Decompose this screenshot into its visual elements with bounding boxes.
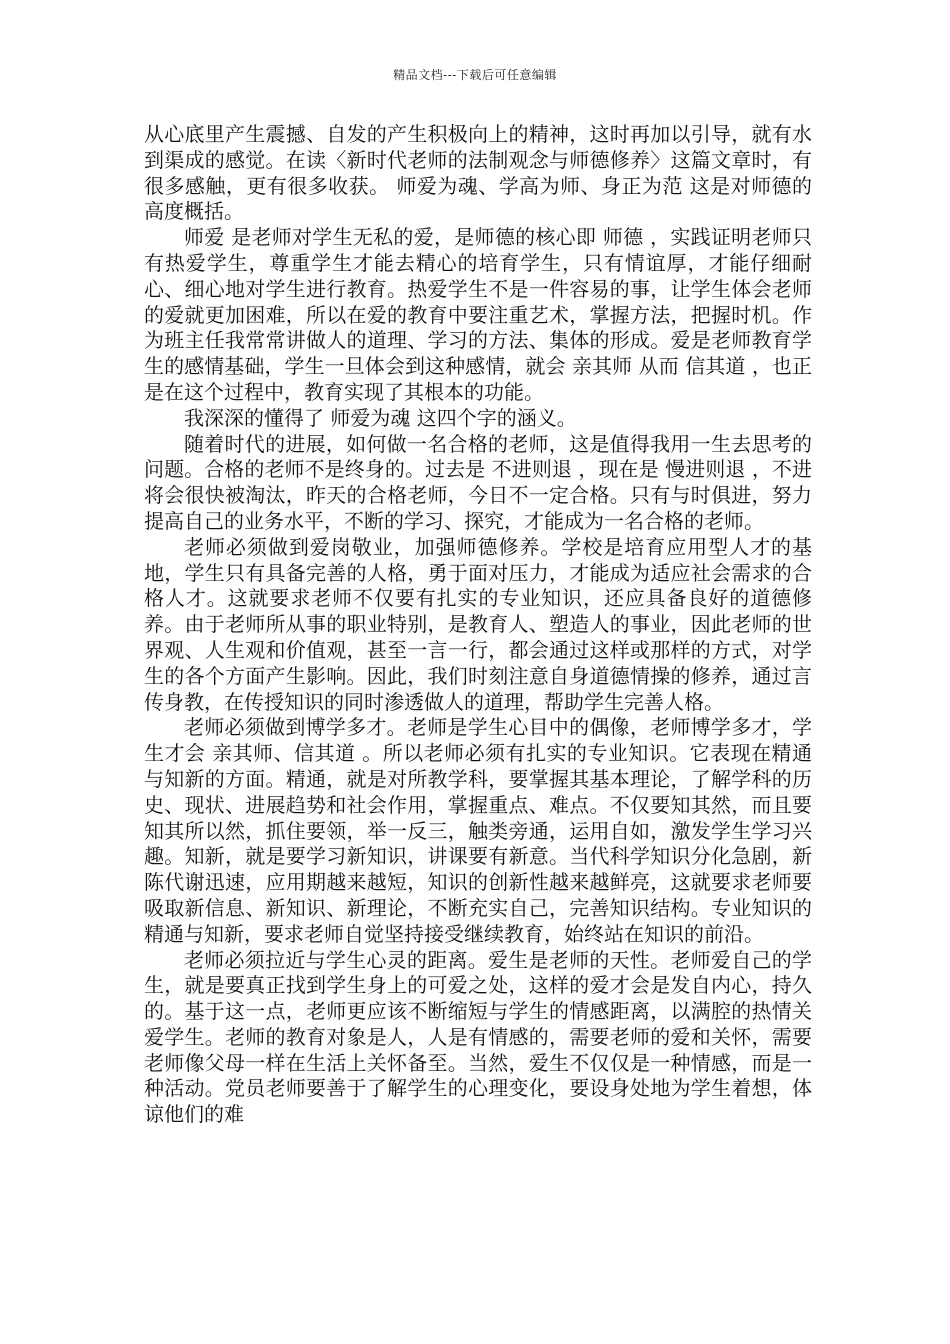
paragraph-qualified-teacher: 随着时代的进展，如何做一名合格的老师，这是值得我用一生去思考的问题。合格的老师不是终身的。过去是 不进则退 ，现在是 慢进则退 ，不进将会很快被淘汰，昨天的合格老师，今日不一定合格。只有与时俱进，努力提高自己的业务水平，不断的学习、探究，才能成为一名合格的老师。 <box>144 431 812 533</box>
page-header: 精品文档---下载后可任意编辑 <box>393 68 557 82</box>
paragraph-understanding: 我深深的懂得了 师爱为魂 这四个字的涵义。 <box>184 405 577 430</box>
paragraph-teacher-love: 师爱 是老师对学生无私的爱，是师德的核心即 师德 ，实践证明老师只有热爱学生，尊重学生才能去精心的培育学生，只有情谊厚，才能仔细耐心、细心地对学生进行教育。热爱学生不是一件容易的事，让学生体会老师的爱就更加困难，所以在爱的教育中要注重艺术，掌握方法，把握时机。作为班主任我常常讲做人的道理、学习的方法、集体的形成。爱是老师教育学生的感情基础，学生一旦体会到这种感情，就会 亲其师 从而 信其道 ，也正是在这个过程中，教育实现了其根本的功能。 <box>144 225 812 404</box>
paragraph-dedication: 老师必须做到爱岗敬业，加强师德修养。学校是培育应用型人才的基地，学生只有具备完善的人格，勇于面对压力，才能成为适应社会需求的合格人才。这就要求老师不仅要有扎实的专业知识，还应具备良好的道德修养。由于老师所从事的职业特别，是教育人、塑造人的事业，因此老师的世界观、人生观和价值观，甚至一言一行，都会通过这样或那样的方式，对学生的各个方面产生影响。因此，我们时刻注意自身道德情操的修养，通过言传身教，在传授知识的同时渗透做人的道理，帮助学生完善人格。 <box>144 534 812 714</box>
paragraph-closeness: 老师必须拉近与学生心灵的距离。爱生是老师的天性。老师爱自己的学生，就是要真正找到学生身上的可爱之处，这样的爱才会是发自内心，持久的。基于这一点，老师更应该不断缩短与学生的情感距离，以满腔的热情关爱学生。老师的教育对象是人，人是有情感的，需要老师的爱和关怀，需要老师像父母一样在生活上关怀备至。当然，爱生不仅仅是一种情感，而是一种活动。党员老师要善于了解学生的心理变化，要设身处地为学生着想，体谅他们的难 <box>144 947 812 1127</box>
document-body <box>144 122 812 1128</box>
paragraph-knowledge: 老师必须做到博学多才。老师是学生心目中的偶像，老师博学多才，学生才会 亲其师、信其道 。所以老师必须有扎实的专业知识。它表现在精通与知新的方面。精通，就是对所教学科，要掌握其基本理论，了解学科的历史、现状、进展趋势和社会作用，掌握重点、难点。不仅要知其然，而且要知其所以然，抓住要领，举一反三，触类旁通，运用自如，激发学生学习兴趣。知新，就是要学习新知识，讲课要有新意。当代科学知识分化急剧，新陈代谢迅速，应用期越来越短，知识的创新性越来越鲜亮，这就要求老师要吸取新信息、新知识、新理论，不断充实自己，完善知识结构。专业知识的精通与知新，要求老师自觉坚持接受继续教育，始终站在知识的前沿。 <box>144 715 812 946</box>
paragraph-continuation: 从心底里产生震撼、自发的产生积极向上的精神，这时再加以引导，就有水到渠成的感觉。在读〈新时代老师的法制观念与师德修养〉这篇文章时，有很多感触，更有很多收获。 师爱为魂、学高为师、身正为范 这是对师德的高度概括。 <box>144 122 812 224</box>
